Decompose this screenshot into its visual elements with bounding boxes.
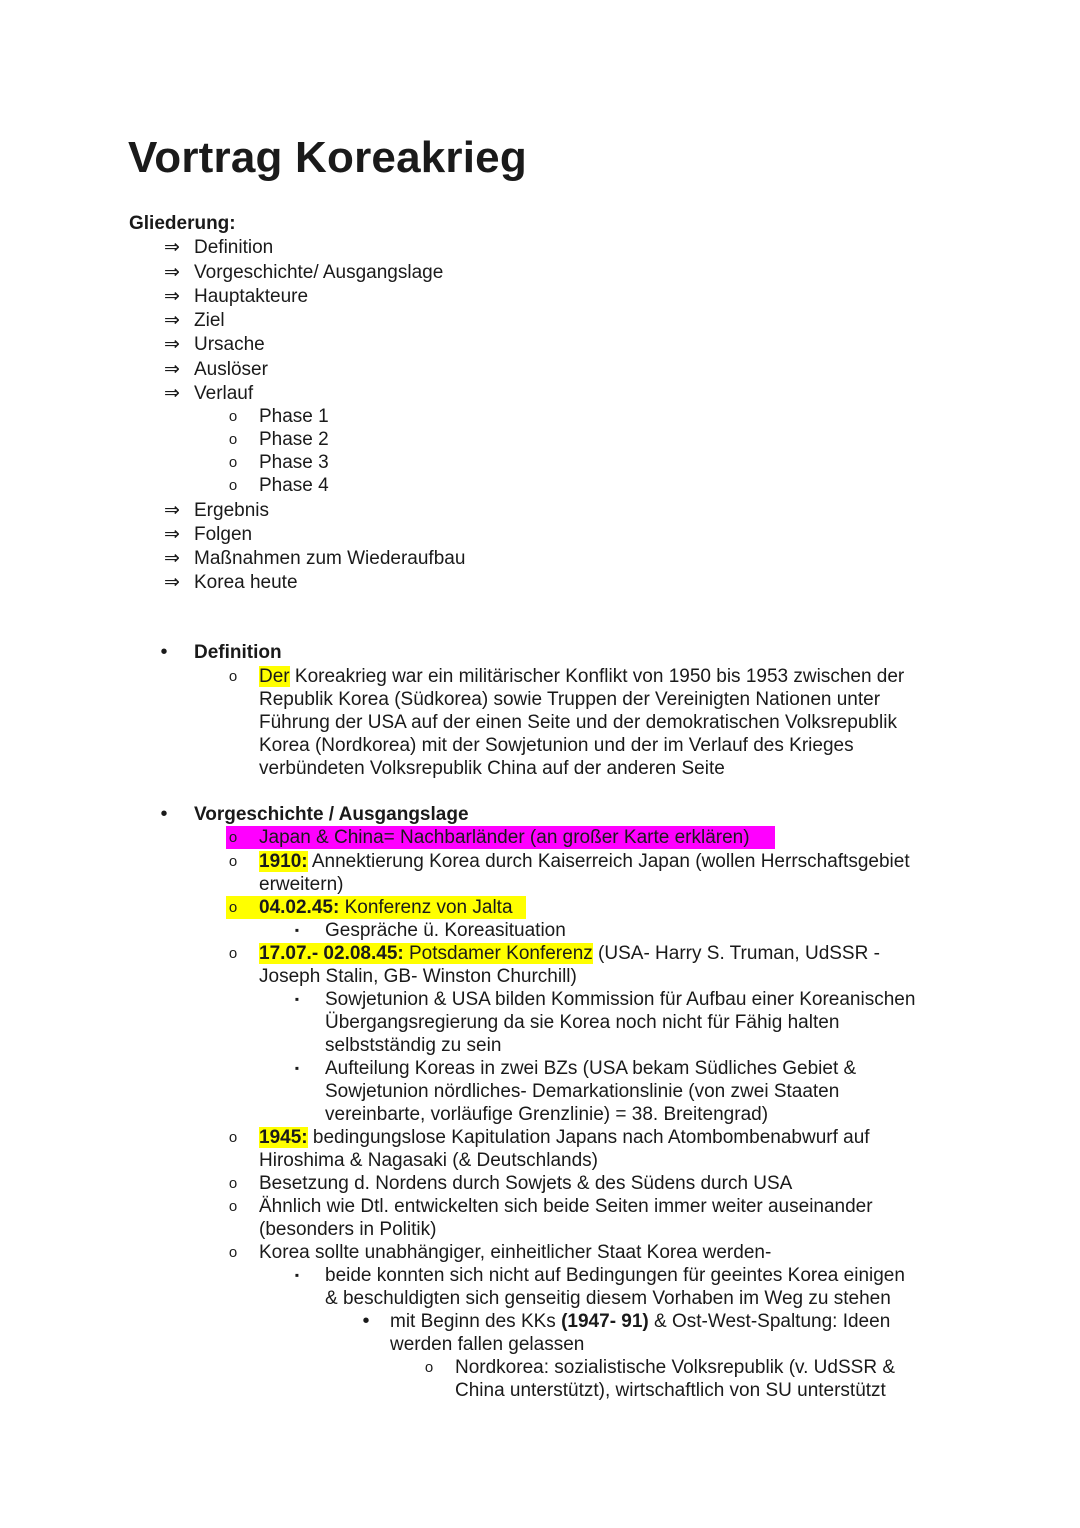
circle-bullet-icon: o (228, 477, 238, 494)
year-label: 1910: (259, 851, 308, 872)
history-similar: (besonders in Politik) (259, 1219, 437, 1240)
circle-bullet-icon: o (228, 1175, 238, 1192)
square-bullet-icon: ▪ (294, 923, 300, 937)
circle-bullet-icon: o (228, 945, 238, 962)
potsdam-sub-line: Sowjetunion nördliches- Demarkationslinie (von zwei Staaten (325, 1081, 840, 1102)
bullet-icon: • (160, 803, 168, 825)
section-heading-definition: Definition (194, 642, 282, 663)
united-sub-line: beide konnten sich nicht auf Bedingungen für geeintes Korea einigen (325, 1265, 905, 1286)
arrow-icon: ⇒ (164, 334, 180, 355)
circle-bullet-icon: o (228, 829, 238, 846)
outline-phase: Phase 1 (259, 406, 329, 427)
outline-phase: Phase 2 (259, 429, 329, 450)
history-potsdam-line: Joseph Stalin, GB- Winston Churchill) (259, 966, 577, 987)
outline-item: Definition (194, 237, 274, 258)
highlighted-text: Der (259, 666, 290, 687)
arrow-icon: ⇒ (164, 359, 180, 380)
outline-phase: Phase 3 (259, 452, 329, 473)
circle-bullet-icon: o (228, 454, 238, 471)
history-jalta: 04.02.45: Konferenz von Jalta (259, 897, 513, 918)
definition-line: verbündeten Volksrepublik China auf der anderen Seite (259, 758, 725, 779)
circle-bullet-icon: o (228, 431, 238, 448)
date-label: 04.02.45: (259, 897, 340, 918)
square-bullet-icon: ▪ (294, 1268, 300, 1282)
square-bullet-icon: ▪ (294, 992, 300, 1006)
potsdam-sub-line: vereinbarte, vorläufige Grenzlinie) = 38. Breitengrad) (325, 1104, 769, 1125)
outline-item: Maßnahmen zum Wiederaufbau (194, 548, 466, 569)
section-heading-history: Vorgeschichte / Ausgangslage (194, 804, 469, 825)
outline-phase: Phase 4 (259, 475, 329, 496)
potsdam-sub-line: Aufteilung Koreas in zwei BZs (USA bekam Südliches Gebiet & (325, 1058, 857, 1079)
history-potsdam: 17.07.- 02.08.45: Potsdamer Konferenz (USA- Harry S. Truman, UdSSR - (259, 943, 880, 964)
outline-item: Vorgeschichte/ Ausgangslage (194, 262, 444, 283)
north-korea-line: China unterstützt), wirtschaftlich von SU unterstützt (455, 1380, 886, 1401)
arrow-icon: ⇒ (164, 524, 180, 545)
arrow-icon: ⇒ (164, 262, 180, 283)
arrow-icon: ⇒ (164, 548, 180, 569)
outline-item: Korea heute (194, 572, 298, 593)
outline-item: Ursache (194, 334, 265, 355)
square-bullet-icon: ▪ (294, 1061, 300, 1075)
history-1945-line: Hiroshima & Nagasaki (& Deutschlands) (259, 1150, 598, 1171)
outline-item: Verlauf (194, 383, 254, 404)
history-1945-line: 1945: bedingungslose Kapitulation Japans nach Atombombenabwurf auf (259, 1127, 870, 1148)
united-sub-line: & beschuldigten sich genseitig diesem Vorhaben im Weg zu stehen (325, 1288, 891, 1309)
year-label: 1945: (259, 1127, 308, 1148)
circle-bullet-icon: o (424, 1359, 434, 1376)
outline-item: Auslöser (194, 359, 268, 380)
circle-bullet-icon: o (228, 1198, 238, 1215)
definition-line: Der Koreakrieg war ein militärischer Konflikt von 1950 bis 1953 zwischen der (259, 666, 905, 687)
circle-bullet-icon: o (228, 1244, 238, 1261)
arrow-icon: ⇒ (164, 286, 180, 307)
circle-bullet-icon: o (228, 408, 238, 425)
potsdam-sub-line: Übergangsregierung da sie Korea noch nicht für Fähig halten (325, 1012, 840, 1033)
arrow-icon: ⇒ (164, 500, 180, 521)
definition-line: Führung der USA auf der einen Seite und der demokratischen Volksrepublik (259, 712, 897, 733)
kk-line: mit Beginn des KKs (1947- 91) & Ost-West-Spaltung: Ideen (390, 1311, 891, 1332)
history-jalta-sub: Gespräche ü. Koreasituation (325, 920, 566, 941)
potsdam-sub-line: Sowjetunion & USA bilden Kommission für Aufbau einer Koreanischen (325, 989, 916, 1010)
outline-item: Folgen (194, 524, 253, 545)
circle-bullet-icon: o (228, 899, 238, 916)
arrow-icon: ⇒ (164, 572, 180, 593)
arrow-icon: ⇒ (164, 237, 180, 258)
north-korea-line: Nordkorea: sozialistische Volksrepublik (v. UdSSR & (455, 1357, 895, 1378)
definition-line: Republik Korea (Südkorea) sowie Truppen der Vereinigten Nationen unter (259, 689, 881, 710)
circle-bullet-icon: o (228, 668, 238, 685)
history-japan-china: Japan & China= Nachbarländer (an großer Karte erklären) (259, 827, 750, 848)
circle-bullet-icon: o (228, 853, 238, 870)
outline-heading: Gliederung: (129, 213, 236, 234)
circle-bullet-icon: o (228, 1129, 238, 1146)
bullet-icon: • (160, 641, 168, 663)
history-1910-line: 1910: Annektierung Korea durch Kaiserreich Japan (wollen Herrschaftsgebiet (259, 851, 910, 872)
outline-item: Ziel (194, 310, 225, 331)
definition-line: Korea (Nordkorea) mit der Sowjetunion und der im Verlauf des Krieges (259, 735, 854, 756)
history-1910-line: erweitern) (259, 874, 344, 895)
potsdam-sub-line: selbstständig zu sein (325, 1035, 502, 1056)
outline-item: Hauptakteure (194, 286, 309, 307)
history-similar: Ähnlich wie Dtl. entwickelten sich beide Seiten immer weiter auseinander (259, 1196, 873, 1217)
history-occupation: Besetzung d. Nordens durch Sowjets & des Südens durch USA (259, 1173, 793, 1194)
date-label: 17.07.- 02.08.45: (259, 943, 404, 964)
arrow-icon: ⇒ (164, 383, 180, 404)
arrow-icon: ⇒ (164, 310, 180, 331)
kk-line: werden fallen gelassen (390, 1334, 585, 1355)
outline-item: Ergebnis (194, 500, 269, 521)
history-united: Korea sollte unabhängiger, einheitlicher Staat Korea werden- (259, 1242, 772, 1263)
page-title: Vortrag Koreakrieg (128, 133, 527, 182)
bullet-icon: • (362, 1310, 370, 1332)
